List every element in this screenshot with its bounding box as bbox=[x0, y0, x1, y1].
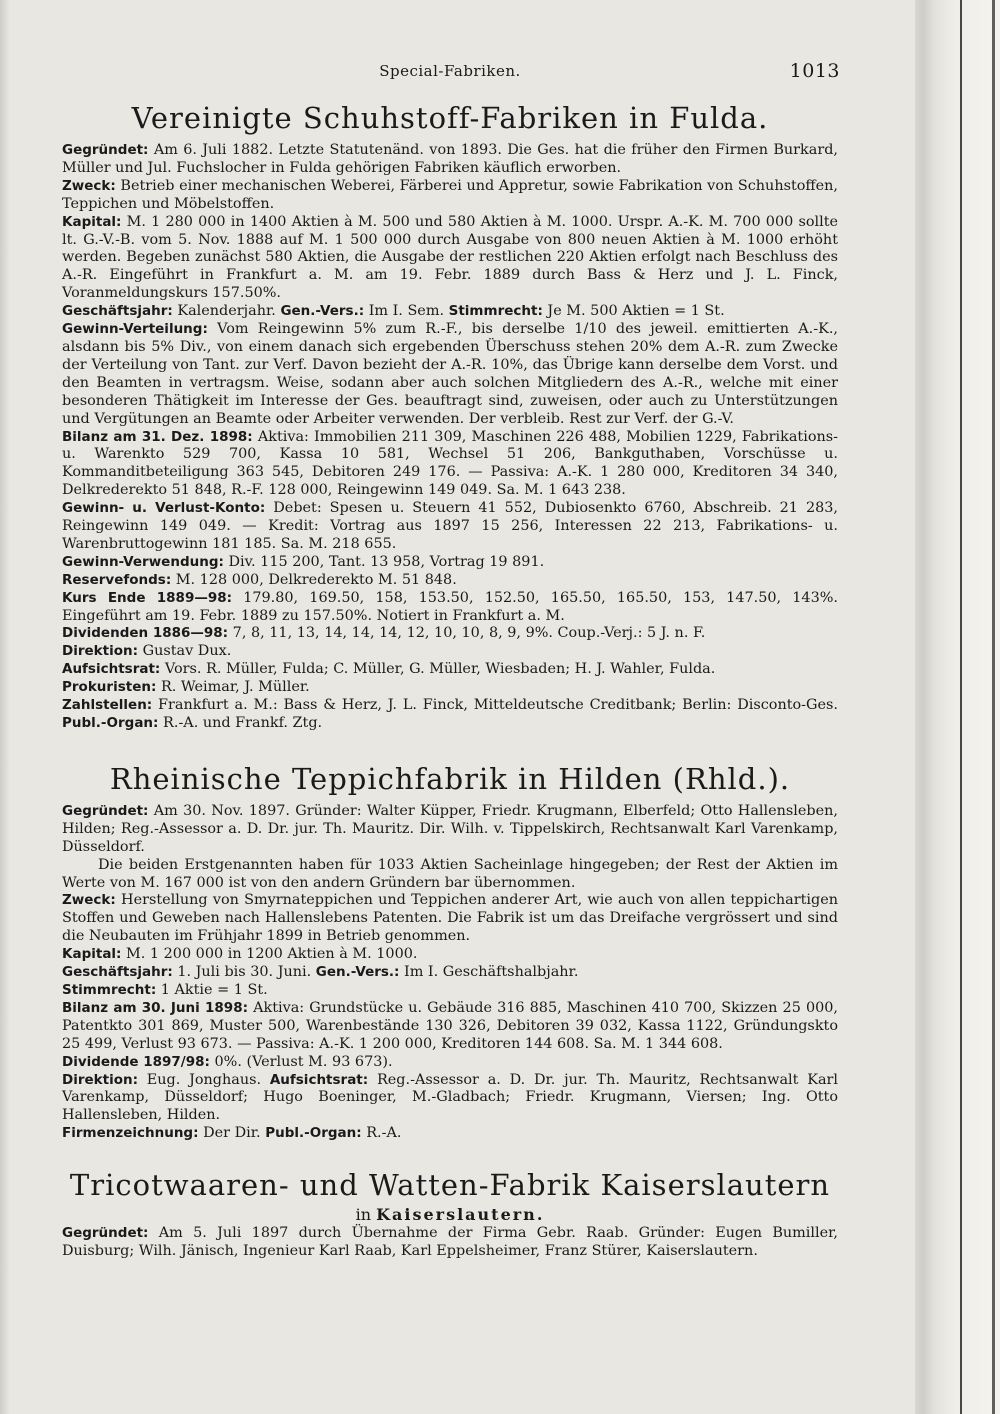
entry-label: Kurs Ende 1889—98: bbox=[62, 589, 233, 606]
entry-text: Eug. Jonghaus. bbox=[146, 1071, 262, 1088]
entry-label: Zweck: bbox=[62, 892, 116, 909]
entry-text: R. Weimar, J. Müller. bbox=[160, 679, 310, 696]
entry-label: Dividende 1897/98: bbox=[62, 1053, 210, 1070]
entry-text: Betrieb einer mechanischen Weberei, Färberei und Appretur, sowie Fabrikation von Schuhstoffen, Teppichen und Möbelstoffen. bbox=[62, 177, 839, 212]
entry-label: Gewinn-Verteilung: bbox=[62, 321, 208, 338]
entry-line bbox=[62, 303, 838, 321]
entry-label: Kapital: bbox=[62, 946, 122, 963]
entry-text: Die beiden Erstgenannten haben für 1033 Aktien Sacheinlage hingegeben; der Rest der Aktien im Werte von M. 167 000 ist von den andern Gründern bar übernommen. bbox=[62, 856, 838, 891]
entry-text: Im I. Geschäftshalbjahr. bbox=[404, 964, 579, 981]
entry-line bbox=[62, 590, 838, 626]
firm-section bbox=[62, 1167, 838, 1261]
entry-line bbox=[62, 1225, 838, 1261]
page-left-edge bbox=[0, 0, 10, 1414]
entry-text: 1. Juli bis 30. Juni. bbox=[177, 964, 312, 981]
entry-label: Publ.-Organ: bbox=[265, 1125, 362, 1142]
firm-section bbox=[62, 761, 838, 1143]
entry-label: Gen.-Vers.: bbox=[315, 964, 400, 981]
entry-text: Frankfurt a. M.: Bass & Herz, J. L. Finck, Mitteldeutsche Creditbank; Berlin: Disconto-Ges. bbox=[158, 697, 839, 714]
entry-line bbox=[62, 321, 838, 428]
entry-text: Je M. 500 Aktien = 1 St. bbox=[547, 303, 725, 320]
firm-subtitle bbox=[62, 1205, 838, 1225]
entry-label: Gewinn- u. Verlust-Konto: bbox=[62, 500, 266, 517]
firm-section bbox=[62, 100, 838, 733]
entry-line bbox=[62, 214, 838, 304]
entry-label: Publ.-Organ: bbox=[62, 715, 159, 731]
entry-text: M. 1 200 000 in 1200 Aktien à M. 1000. bbox=[126, 946, 418, 963]
entry-text: Herstellung von Smyrnateppichen und Teppichen anderer Art, wie auch von allen teppichartigen Stoffen und Geweben nach Hallenslebens Patenten. Die Fabrik ist um das Dreifache vergrössert und sind die Neubauten im Frühjahr 1899 in Betrieb genommen. bbox=[62, 892, 838, 945]
entry-label: Gegründet: bbox=[62, 1225, 149, 1242]
entry-label: Dividenden 1886—98: bbox=[62, 625, 229, 642]
entry-text: Div. 115 200, Tant. 13 958, Vortrag 19 891. bbox=[228, 553, 545, 570]
entry-line bbox=[62, 964, 838, 982]
page-number: 1013 bbox=[789, 60, 840, 82]
entry-text: 0%. (Verlust M. 93 673). bbox=[214, 1053, 393, 1070]
entry-text: Im I. Sem. bbox=[368, 303, 445, 320]
entry-text: Reg.-Assessor a. D. Dr. jur. Th. Mauritz, Rechtsanwalt Karl Varenkamp, Düsseldorf; Hugo Boeninger, M.-Gladbach; Friedr. Krugmann, Viersen; Ing. Otto Hallensleben, Hilden. bbox=[62, 1071, 839, 1124]
entry-line bbox=[62, 679, 838, 697]
gutter-line bbox=[960, 0, 962, 1414]
firm-subtitle-prefix: in bbox=[355, 1205, 372, 1225]
entry-label: Aufsichtsrat: bbox=[62, 661, 161, 678]
entry-line bbox=[62, 429, 838, 501]
entry-text: Kalenderjahr. bbox=[177, 303, 276, 320]
entry-text: Am 30. Nov. 1897. Gründer: Walter Küpper, Friedr. Krugmann, Elberfeld; Otto Hallensleben, Hilden; Reg.-Assessor a. D. Dr. jur. Th. Mauritz. Dir. Wilh. v. Tippelskirch, Rechtsanwalt Karl Varenkamp, Düsseldorf. bbox=[62, 802, 838, 855]
entry-label: Direktion: bbox=[62, 1071, 138, 1088]
entry-text: R.-A. bbox=[366, 1125, 402, 1142]
entry-label: Reservefonds: bbox=[62, 571, 172, 588]
entry-line bbox=[62, 554, 838, 572]
entry-label: Firmenzeichnung: bbox=[62, 1125, 199, 1142]
entry-text: Aktiva: Immobilien 211 309, Maschinen 226 488, Mobilien 1229, Fabrikations- u. Warenkto 529 700, Kassa 10 581, Wechsel 51 206, Bankguthaben, Vorschüsse u. Kommanditbeteiligung 363 545, Debitoren 249 176. — Passiva: A.-K. 1 280 000, Kreditoren 34 340, Delkrederekto 51 848, R.-F. 128 000, Reingewinn 149 049. Sa. M. 1 643 238. bbox=[62, 428, 839, 499]
entry-text: 179.80, 169.50, 158, 153.50, 152.50, 165.50, 165.50, 153, 147.50, 143%. Eingeführt am 19. Febr. 1889 zu 157.50%. Notiert in Frankfurt a. M. bbox=[62, 589, 838, 624]
page-content bbox=[62, 96, 838, 1285]
entry-line bbox=[62, 803, 838, 857]
entry-paragraph bbox=[62, 857, 838, 893]
entry-label: Direktion: bbox=[62, 643, 138, 660]
entry-text: Aktiva: Grundstücke u. Gebäude 316 885, Maschinen 410 700, Skizzen 25 000, Patentkto 301 869, Muster 500, Warenbestände 130 326, Debitoren 39 032, Kassa 1122, Gründungskto 25 499, Verlust 93 673. — Passiva: A.-K. 1 200 000, Kreditoren 144 608. Sa. M. 1 344 608. bbox=[62, 999, 838, 1052]
gutter-edge-line bbox=[992, 0, 995, 1414]
firm-title: Tricotwaaren- und Watten-Fabrik Kaiserslautern bbox=[69, 1168, 831, 1203]
running-head-title: Special-Fabriken. bbox=[379, 62, 521, 80]
entry-line bbox=[62, 892, 838, 946]
book-gutter bbox=[915, 0, 1000, 1414]
entry-line bbox=[62, 572, 838, 590]
entry-label: Bilanz am 30. Juni 1898: bbox=[62, 999, 248, 1016]
entry-line bbox=[62, 982, 838, 1000]
entry-line bbox=[62, 697, 838, 733]
entry-text: Vom Reingewinn 5% zum R.-F., bis derselbe 1/10 des jeweil. emittierten A.-K., alsdann bis 5% Div., von einem danach sich ergebenden Überschuss stehen 20% dem A.-R. zum Zwecke der Verteilung von Tant. zur Verf. Davon bezieht der A.-R. 10%, das Übrige kann derselbe dem Vorst. und den Beamten in vertragsm. Weise, sodann aber auch solchen Mitgliedern des A.-R., welche mit einer besonderen Thätigkeit im Interesse der Ges. beauftragt sind, zuweisen, oder auch zu Unterstützungen und Vergütungen an Beamte oder Arbeiter verwenden. Der verbleib. Rest zur Verf. der G.-V. bbox=[62, 321, 838, 427]
entry-line bbox=[62, 1072, 838, 1126]
entry-label: Stimmrecht: bbox=[62, 981, 157, 998]
entry-label: Aufsichtsrat: bbox=[269, 1071, 369, 1088]
entry-label: Bilanz am 31. Dez. 1898: bbox=[62, 428, 253, 445]
entry-text: Debet: Spesen u. Steuern 41 552, Dubiosenkto 6760, Abschreib. 21 283, Reingewinn 149 049. — Kredit: Vortrag aus 1897 15 256, Interessen 22 213, Fabrikations- u. Warenbruttogewinn 181 185. Sa. M. 218 655. bbox=[62, 500, 839, 552]
entry-text: 1 Aktie = 1 St. bbox=[160, 981, 268, 998]
entry-text: Am 5. Juli 1897 durch Übernahme der Firma Gebr. Raab. Gründer: Eugen Bumiller, Duisburg; Wilh. Jänisch, Ingenieur Karl Raab, Karl Eppelsheimer, Franz Stürer, Kaiserslautern. bbox=[62, 1225, 839, 1260]
entry-label: Gegründet: bbox=[62, 802, 149, 819]
running-head bbox=[60, 62, 840, 84]
entry-text: Gustav Dux. bbox=[142, 643, 232, 660]
firm-title: Vereinigte Schuhstoff-Fabriken in Fulda. bbox=[131, 101, 769, 135]
entry-label: Zahlstellen: bbox=[62, 697, 153, 714]
firm-subtitle-location: Kaiserslautern. bbox=[376, 1205, 545, 1225]
entry-text: 7, 8, 11, 13, 14, 14, 14, 12, 10, 10, 8, 9, 9%. Coup.-Verj.: 5 J. n. F. bbox=[232, 625, 706, 642]
entry-text: Vors. R. Müller, Fulda; C. Müller, G. Müller, Wiesbaden; H. J. Wahler, Fulda. bbox=[164, 661, 716, 678]
entry-line bbox=[62, 142, 838, 178]
entry-text: M. 1 280 000 in 1400 Aktien à M. 500 und 580 Aktien à M. 1000. Urspr. A.-K. M. 700 000 sollte lt. G.-V.-B. vom 5. Nov. 1888 auf M. 1 500 000 durch Ausgabe von 800 neuen Aktien à M. 1000 erhöht werden. Begeben zunächst 580 Aktien, die Ausgabe der restlichen 220 Aktien erfolgt nach Beschluss des A.-R. Eingeführt in Frankfurt a. M. am 19. Febr. 1889 durch Bass & Herz und J. L. Finck, Voranmeldungskurs 157.50%. bbox=[62, 213, 838, 302]
entry-label: Gewinn-Verwendung: bbox=[62, 553, 224, 570]
entry-line bbox=[62, 1054, 838, 1072]
entry-label: Kapital: bbox=[62, 213, 122, 230]
entry-text: Der Dir. bbox=[203, 1125, 261, 1142]
firm-title: Rheinische Teppichfabrik in Hilden (Rhld.). bbox=[109, 761, 791, 796]
entry-text: M. 128 000, Delkrederekto M. 51 848. bbox=[175, 571, 457, 588]
entry-line bbox=[62, 661, 838, 679]
entry-label: Gen.-Vers.: bbox=[280, 303, 365, 320]
entry-label: Gegründet: bbox=[62, 142, 149, 158]
entry-label: Prokuristen: bbox=[62, 679, 157, 696]
entry-text: Am 6. Juli 1882. Letzte Statutenänd. von 1893. Die Ges. hat die früher den Firmen Burkard, Müller und Jul. Fuchslocher in Fulda gehörigen Fabriken käuflich erworben. bbox=[62, 142, 839, 176]
entry-line bbox=[62, 1125, 838, 1143]
entry-label: Geschäftsjahr: bbox=[62, 964, 173, 981]
entry-line bbox=[62, 643, 838, 661]
entry-line bbox=[62, 500, 838, 554]
entry-text: R.-A. und Frankf. Ztg. bbox=[163, 715, 323, 731]
entry-label: Geschäftsjahr: bbox=[62, 303, 173, 320]
entry-label: Zweck: bbox=[62, 177, 116, 194]
entry-line bbox=[62, 946, 838, 964]
entry-label: Stimmrecht: bbox=[448, 303, 543, 320]
entry-line bbox=[62, 178, 838, 214]
entry-line bbox=[62, 1000, 838, 1054]
entry-line bbox=[62, 625, 838, 643]
